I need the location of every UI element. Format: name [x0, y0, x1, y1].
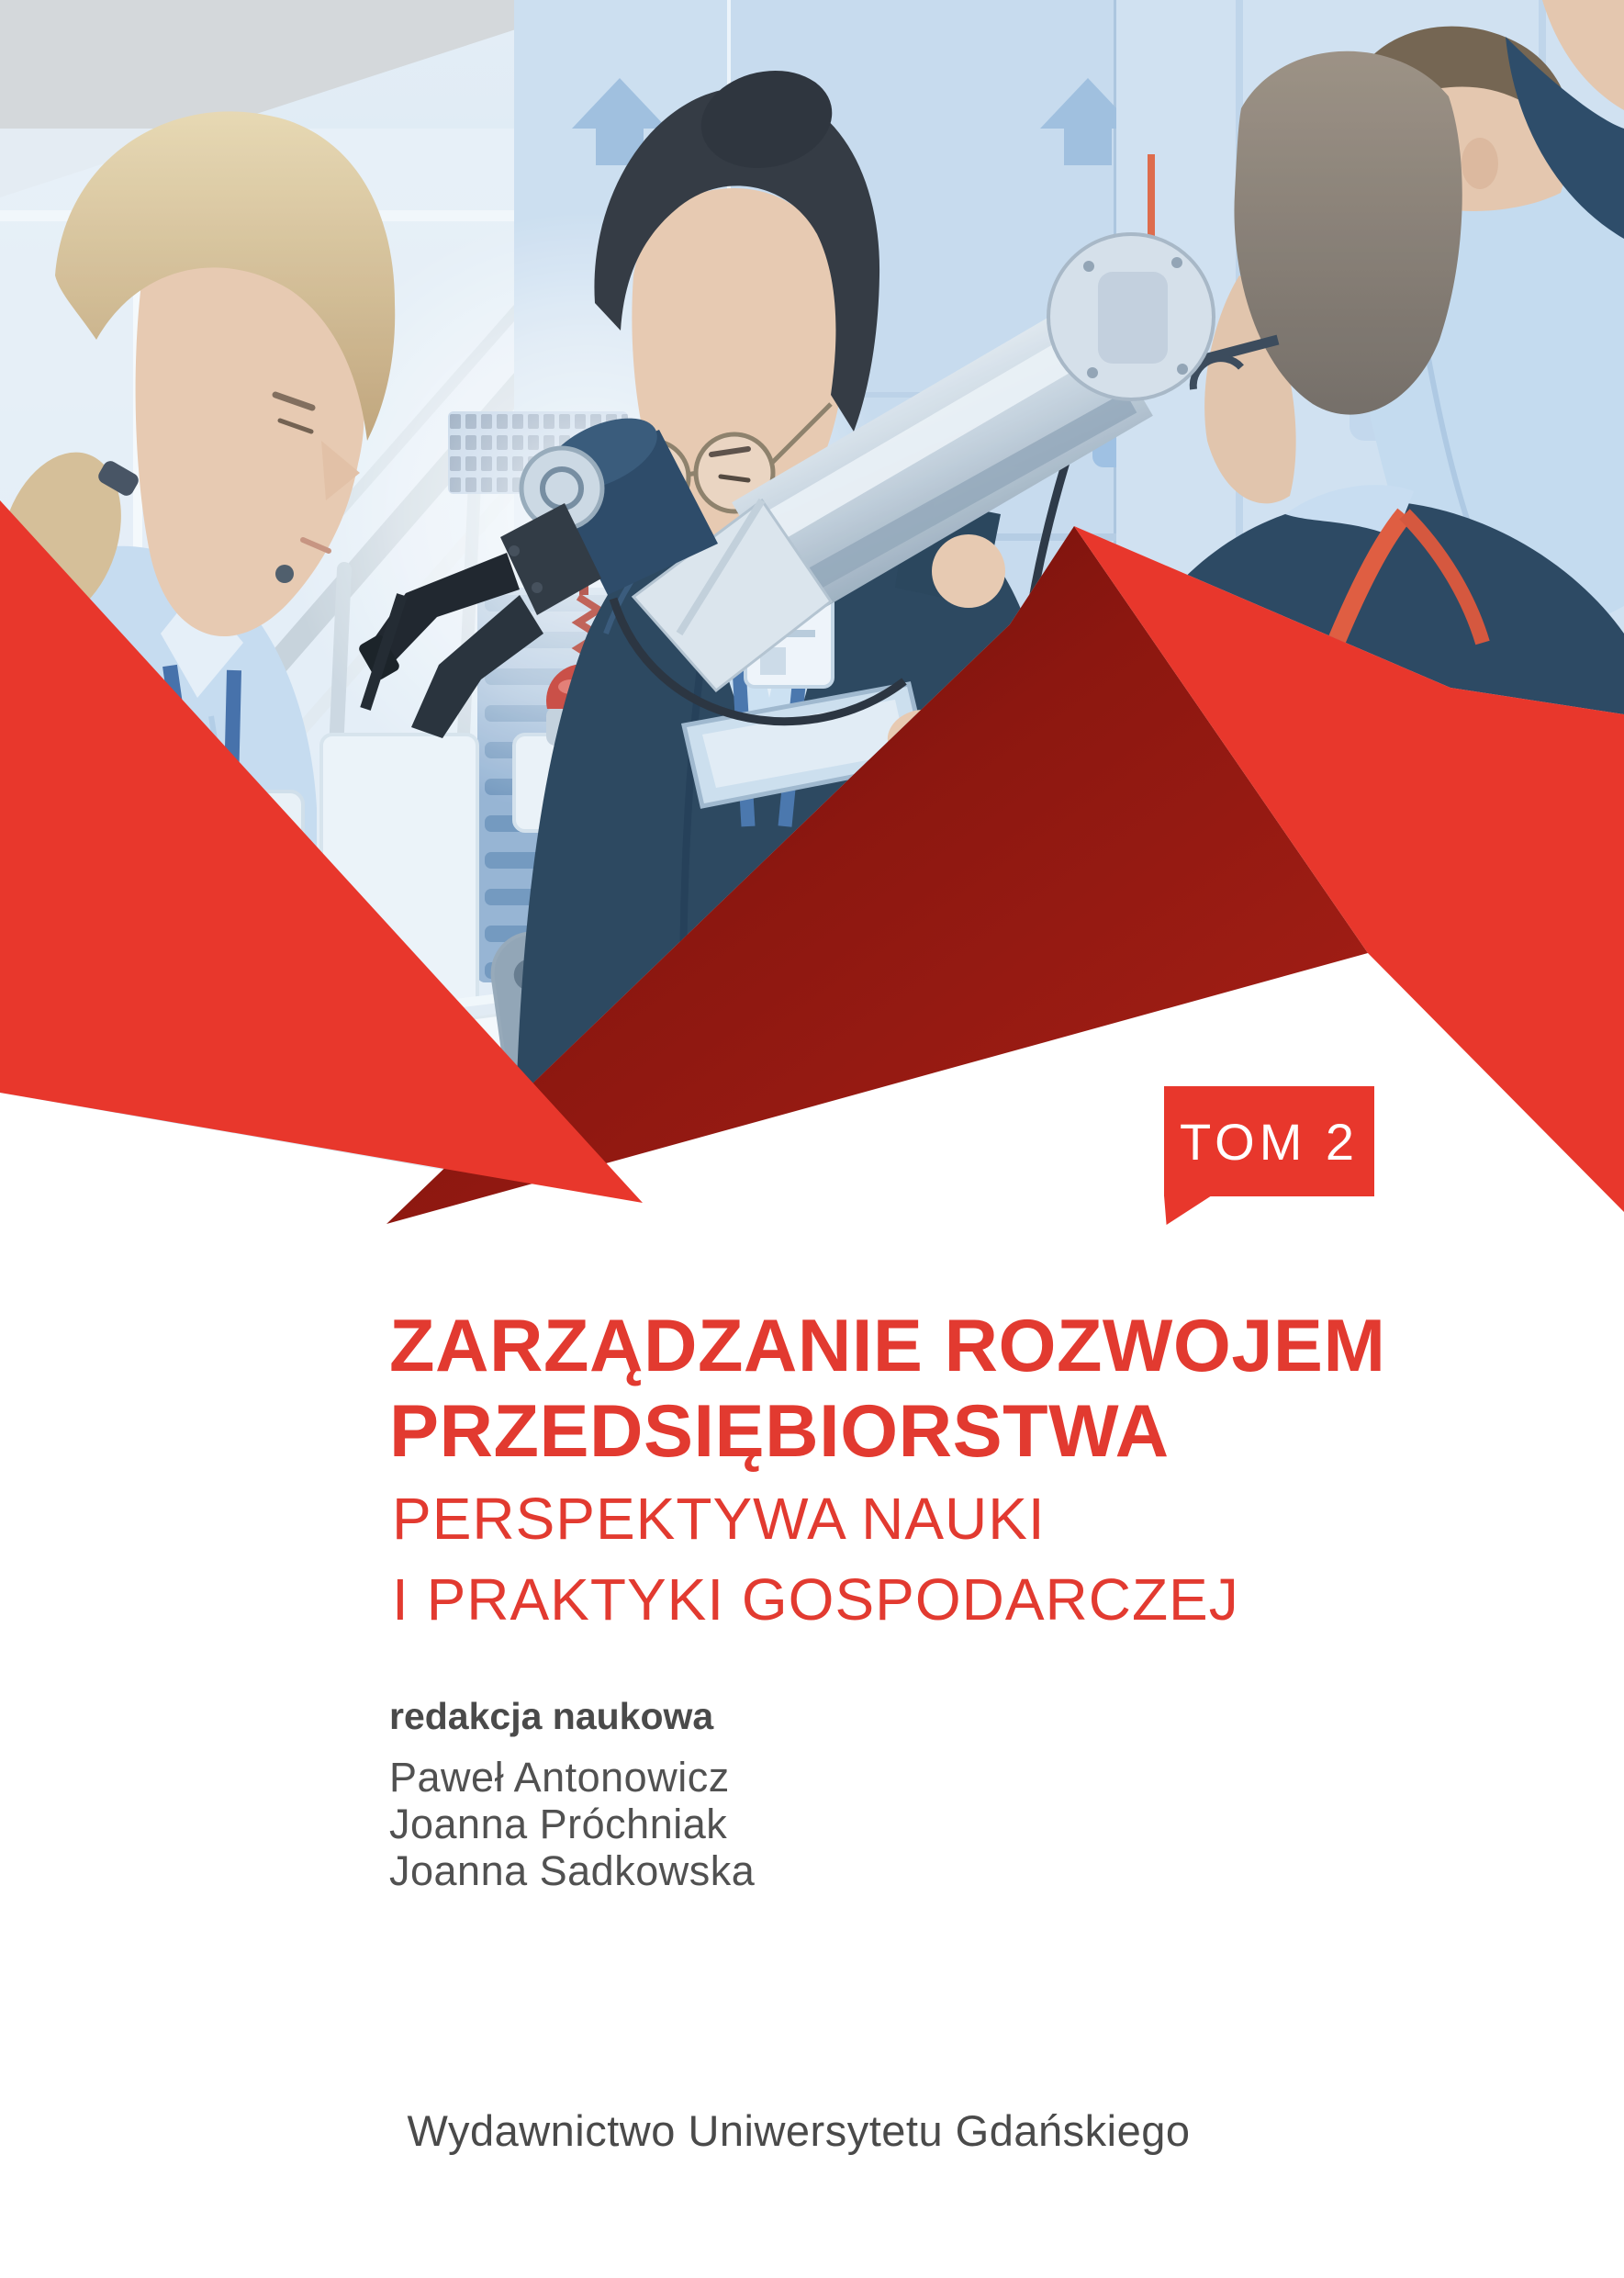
book-title-line2: PRZEDSIĘBIORSTWA — [389, 1390, 1170, 1473]
volume-badge — [1164, 1086, 1374, 1196]
editor-name: Paweł Antonowicz — [389, 1754, 730, 1801]
publisher-name: Wydawnictwo Uniwersytetu Gdańskiego — [407, 2106, 1191, 2155]
book-title-line1: ZARZĄDZANIE ROZWOJEM — [389, 1305, 1386, 1387]
book-title — [389, 1304, 1385, 1475]
editor-name: Joanna Próchniak — [389, 1801, 728, 1847]
editors-heading: redakcja naukowa — [389, 1695, 714, 1737]
editor-name: Joanna Sadkowska — [389, 1847, 756, 1894]
editors-block — [389, 1695, 755, 1894]
book-subtitle — [392, 1478, 1239, 1640]
volume-badge-label: TOM 2 — [1179, 1112, 1360, 1171]
book-subtitle-line1: PERSPEKTYWA NAUKI — [392, 1486, 1046, 1552]
book-subtitle-line2: I PRAKTYKI GOSPODARCZEJ — [392, 1566, 1239, 1633]
